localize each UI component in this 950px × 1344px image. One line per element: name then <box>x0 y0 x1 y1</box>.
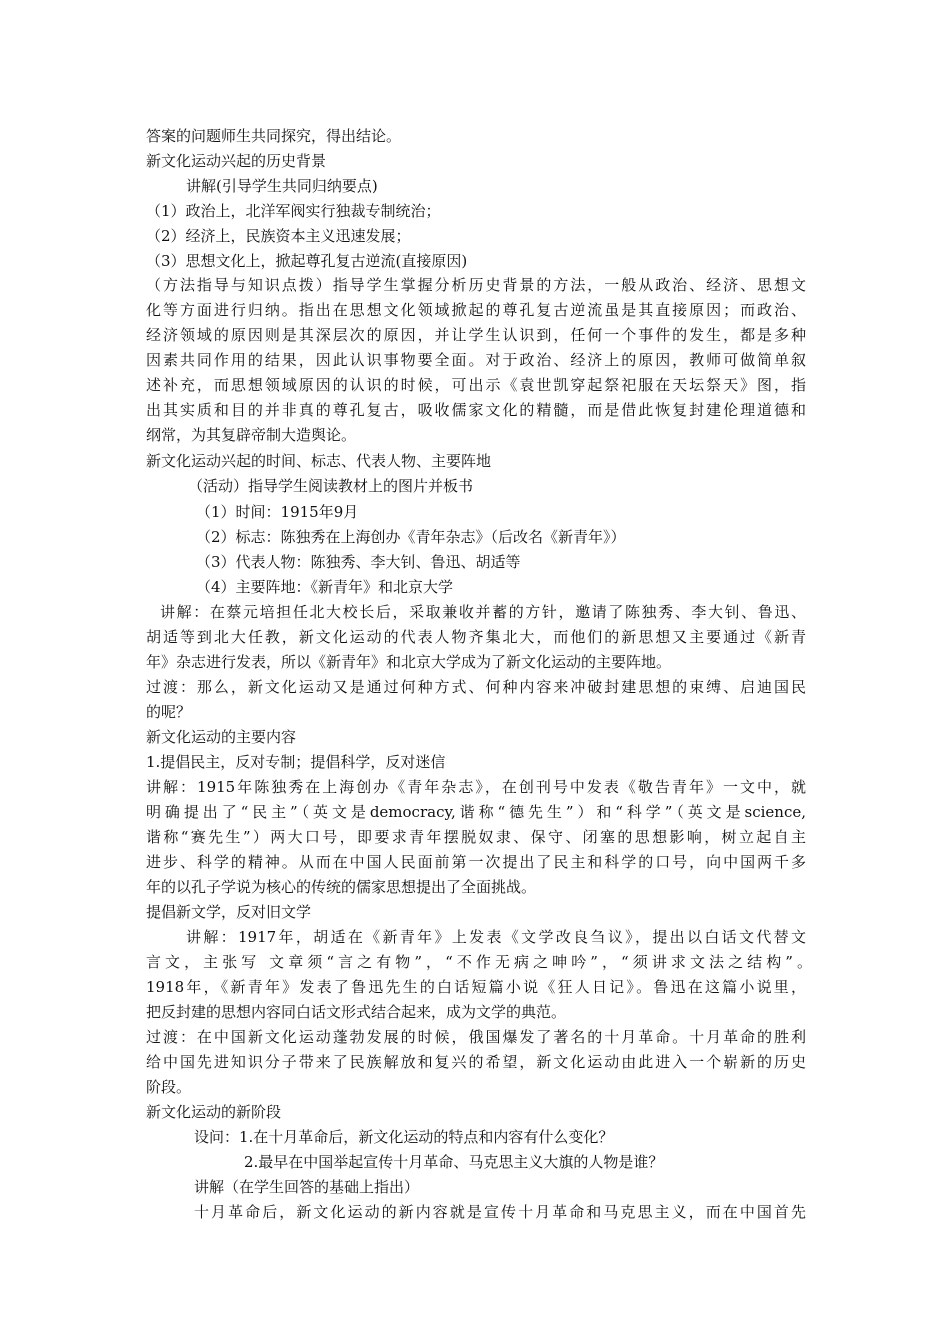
paragraph-line: 经济领域的原因则是其深层次的原因，并让学生认识到，任何一个事件的发生，都是多种 <box>146 326 806 344</box>
question-line: 2.最早在中国举起宣传十月革命、马克思主义大旗的人物是谁？ <box>244 1153 664 1171</box>
paragraph-line: 纲常，为其复辟帝制大造舆论。 <box>146 426 357 444</box>
paragraph-line: 十月革命后，新文化运动的新内容就是宣传十月革命和马克思主义，而在中国首先 <box>194 1203 806 1221</box>
paragraph-line: 给中国先进知识分子带来了民族解放和复兴的希望，新文化运动由此进入一个崭新的历史 <box>146 1053 806 1071</box>
paragraph-line: 阶段。 <box>146 1078 192 1096</box>
section-heading: 新文化运动的主要内容 <box>146 728 297 746</box>
paragraph-line: 过渡：在中国新文化运动蓬勃发展的时候，俄国爆发了著名的十月革命。十月革命的胜利 <box>146 1028 806 1046</box>
paragraph-line: 出其实质和目的并非真的尊孔复古，吸收儒家文化的精髓，而是借此恢复封建伦理道德和 <box>146 401 806 419</box>
paragraph-line: 讲解：1915年陈独秀在上海创办《青年杂志》，在创刊号中发表《敬告青年》一文中，就 <box>146 778 806 796</box>
paragraph-line: 年的以孔子学说为核心的传统的儒家思想提出了全面挑战。 <box>146 878 537 896</box>
text-line: （活动）指导学生阅读教材上的图片并板书 <box>188 477 474 495</box>
paragraph-line: 言文，主张写 文章须“言之有物”，“不作无病之呻吟”，“须讲求文法之结构”。 <box>146 953 812 971</box>
paragraph-line: 述补充，而思想领域原因的认识的时候，可出示《袁世凯穿起祭祀服在天坛祭天》图，指 <box>146 376 806 394</box>
list-item: （1）政治上，北洋军阀实行独裁专制统治； <box>146 202 441 220</box>
paragraph-line: 讲解：在蔡元培担任北大校长后，采取兼收并蓄的方针，邀请了陈独秀、李大钊、鲁迅、 <box>160 603 806 621</box>
question-line: 设问：1.在十月革命后，新文化运动的特点和内容有什么变化？ <box>194 1128 614 1146</box>
text-line: 答案的问题师生共同探究，得出结论。 <box>146 127 402 145</box>
list-item: （4）主要阵地：《新青年》和北京大学 <box>196 578 454 596</box>
list-item: （3）代表人物：陈独秀、李大钊、鲁迅、胡适等 <box>196 553 521 571</box>
subheading: 提倡新文学，反对旧文学 <box>146 903 312 921</box>
paragraph-line: 明确提出了“民主”（英文是democracy,谐称“德先生”）和“科学”（英文是science, <box>146 803 806 821</box>
paragraph-line: 年》杂志进行发表，所以《新青年》和北京大学成为了新文化运动的主要阵地。 <box>146 653 672 671</box>
text-line: 讲解（在学生回答的基础上指出） <box>194 1178 420 1196</box>
list-item: （1）时间：1915年9月 <box>196 503 359 521</box>
text-line: 讲解(引导学生共同归纳要点) <box>186 177 378 195</box>
subheading: 1.提倡民主，反对专制；提倡科学，反对迷信 <box>146 753 446 771</box>
list-item: （3）思想文化上，掀起尊孔复古逆流(直接原因) <box>146 252 468 270</box>
paragraph-line: 谐称“赛先生”）两大口号，即要求青年摆脱奴隶、保守、闭塞的思想影响，树立起自主 <box>146 828 806 846</box>
paragraph-line: 因素共同作用的结果，因此认识事物要全面。对于政治、经济上的原因，教师可做简单叙 <box>146 351 806 369</box>
section-heading: 新文化运动兴起的历史背景 <box>146 152 327 170</box>
section-heading: 新文化运动的新阶段 <box>146 1103 282 1121</box>
paragraph-line: 讲解：1917年，胡适在《新青年》上发表《文学改良刍议》，提出以白话文代替文 <box>186 928 806 946</box>
section-heading: 新文化运动兴起的时间、标志、代表人物、主要阵地 <box>146 452 492 470</box>
paragraph-line: （方法指导与知识点拨）指导学生掌握分析历史背景的方法，一般从政治、经济、思想文 <box>146 276 806 294</box>
paragraph-line: 胡适等到北大任教，新文化运动的代表人物齐集北大，而他们的新思想又主要通过《新青 <box>146 628 806 646</box>
paragraph-line: 1918年，《新青年》发表了鲁迅先生的白话短篇小说《狂人日记》。鲁迅在这篇小说里， <box>146 978 806 996</box>
paragraph-line: 化等方面进行归纳。指出在思想文化领域掀起的尊孔复古逆流虽是其直接原因；而政治、 <box>146 301 806 319</box>
paragraph-line: 把反封建的思想内容同白话文形式结合起来，成为文学的典范。 <box>146 1003 567 1021</box>
list-item: （2）标志：陈独秀在上海创办《青年杂志》（后改名《新青年》） <box>196 528 626 546</box>
paragraph-line: 的呢？ <box>146 703 192 721</box>
paragraph-line: 进步、科学的精神。从而在中国人民面前第一次提出了民主和科学的口号，向中国两千多 <box>146 853 806 871</box>
paragraph-line: 过渡：那么，新文化运动又是通过何种方式、何种内容来冲破封建思想的束缚、启迪国民 <box>146 678 806 696</box>
list-item: （2）经济上，民族资本主义迅速发展； <box>146 227 411 245</box>
